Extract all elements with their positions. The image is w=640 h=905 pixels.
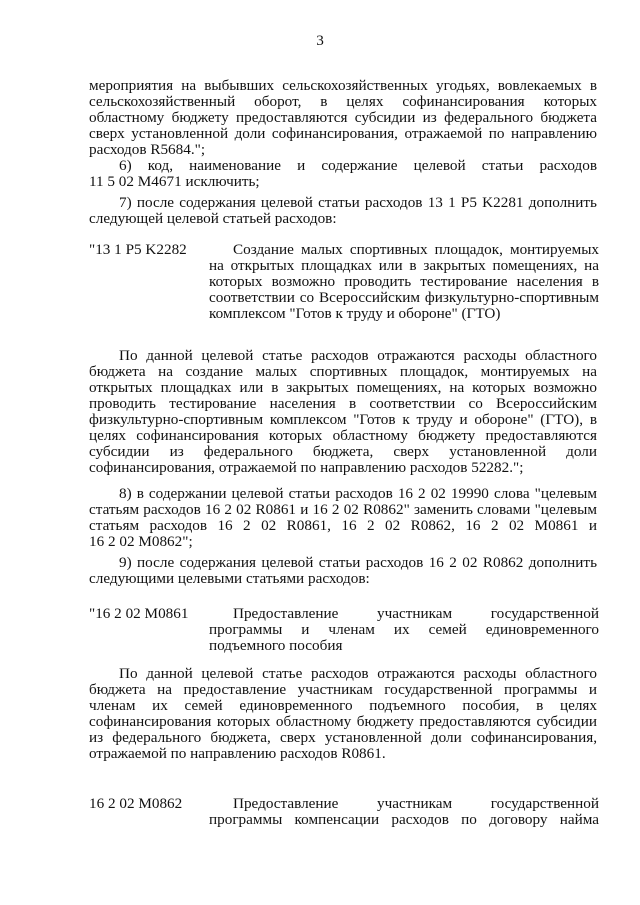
text-line: сверх установленной доли софинансирования, отражаемой по направлению [89, 125, 597, 142]
article-code: 16 2 02 M0862 [89, 795, 183, 812]
paragraph-entry2-description [89, 666, 597, 762]
text-line: которых возможно проводить тестирование населения в [209, 273, 599, 290]
text-line: программы и членам их семей единовременного [209, 621, 599, 638]
text-line: По данной целевой статье расходов отражаются расходы областного [119, 665, 597, 682]
text-line: 7) после содержания целевой статьи расходов 13 1 P5 K2281 дополнить [119, 194, 597, 211]
paragraph-entry1-description [89, 348, 597, 476]
article-description [209, 606, 599, 654]
text-line: программы компенсации расходов по договору найма [209, 811, 599, 828]
text-line: сельскохозяйственный оборот, в целях софинансирования которых [89, 93, 597, 110]
text-line: мероприятия на выбывших сельскохозяйственных угодьях, вовлекаемых в [89, 77, 597, 94]
article-description [209, 242, 599, 322]
item-7 [89, 195, 597, 227]
text-line: соответствии со Всероссийским физкультурно-спортивным [209, 289, 599, 306]
text-line: софинансирования, отражаемой по направлению расходов 52282."; [89, 459, 524, 476]
text-line: открытых площадках или в закрытых помещениях, на которых возможно [89, 379, 597, 396]
text-line: софинансирования которых областному бюджету предоставляются субсидии [89, 713, 597, 730]
text-line: бюджета на создание малых спортивных площадок, монтируемых на [89, 363, 597, 380]
text-line: из федерального бюджета, сверх установленной доли софинансирования, [89, 729, 597, 746]
article-code: "13 1 P5 K2282 [89, 241, 187, 258]
text-line: субсидии из федерального бюджета, сверх установленной доли [89, 443, 597, 460]
text-line: на открытых площадках или в закрытых помещениях, на [209, 257, 599, 274]
text-line: Создание малых спортивных площадок, монтируемых [233, 241, 599, 258]
text-line: статьям расходов 16 2 02 R0861, 16 2 02 R0862, 16 2 02 M0861 и [89, 517, 597, 534]
item-8 [89, 486, 597, 550]
text-line: Предоставление участникам государственной [233, 795, 599, 812]
text-line: физкультурно-спортивным комплексом "Готов к труду и обороне" (ГТО), в [89, 411, 597, 428]
text-line: комплексом "Готов к труду и обороне" (ГТО) [209, 305, 501, 322]
text-line: 8) в содержании целевой статьи расходов 16 2 02 19990 слова "целевым [119, 485, 597, 502]
text-line: 9) после содержания целевой статьи расходов 16 2 02 R0862 дополнить [119, 554, 597, 571]
text-line: расходов R5684."; [89, 141, 206, 158]
text-line: отражаемой по направлению расходов R0861. [89, 745, 386, 762]
text-line: членам их семей единовременного подъемного пособия, в целях [89, 697, 597, 714]
text-line: 11 5 02 M4671 исключить; [89, 173, 260, 190]
item-6 [89, 158, 597, 190]
text-line: Предоставление участникам государственной [233, 605, 599, 622]
text-line: областному бюджету предоставляются субсидии из федерального бюджета [89, 109, 597, 126]
text-line: бюджета на предоставление участникам государственной программы и [89, 681, 597, 698]
article-description [209, 796, 599, 828]
item-9 [89, 555, 597, 587]
article-code: "16 2 02 M0861 [89, 605, 189, 622]
text-line: подъемного пособия [209, 637, 343, 654]
text-line: следующими целевыми статьями расходов: [89, 570, 370, 587]
page-number: 3 [316, 32, 324, 49]
text-line: 6) код, наименование и содержание целевой статьи расходов [119, 157, 597, 174]
text-line: проводить тестирование населения в соответствии со Всероссийским [89, 395, 597, 412]
paragraph-continuation [89, 78, 597, 158]
text-line: статьям расходов 16 2 02 R0861 и 16 2 02 R0862" заменить словами "целевым [89, 501, 597, 518]
text-line: По данной целевой статье расходов отражаются расходы областного [119, 347, 597, 364]
text-line: 16 2 02 M0862"; [89, 533, 193, 550]
text-line: следующей целевой статьей расходов: [89, 210, 337, 227]
text-line: целях софинансирования которых областному бюджету предоставляются [89, 427, 597, 444]
